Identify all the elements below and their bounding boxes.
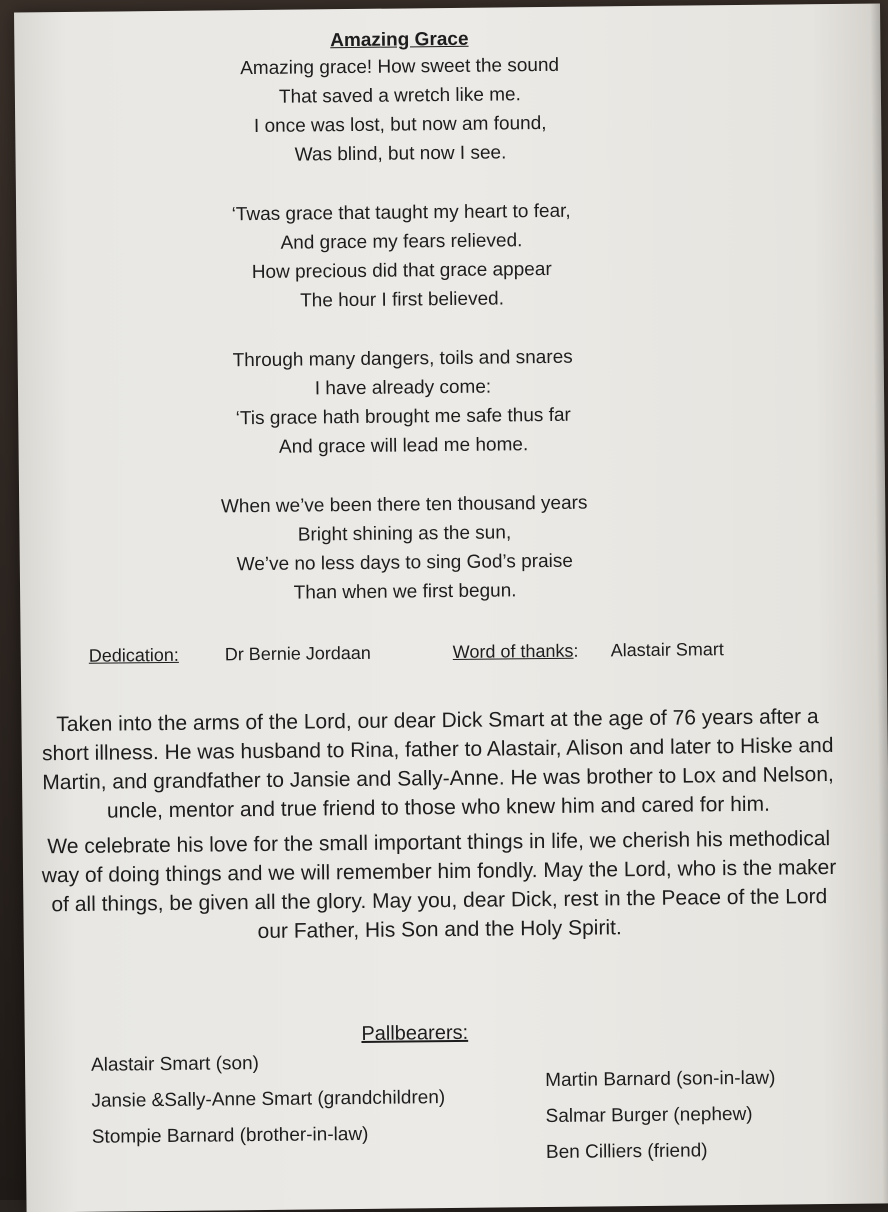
thanks-label: Word of thanks bbox=[452, 640, 574, 662]
thanks-colon: : bbox=[573, 640, 579, 661]
hymn-verse-1 bbox=[14, 48, 785, 172]
hymn-verse-3 bbox=[18, 340, 789, 464]
verse-line: Through many dangers, toils and snares bbox=[232, 346, 573, 372]
pallbearer-name: Martin Barnard (son-in-law) bbox=[545, 1067, 776, 1092]
verse-line: Than when we first begun. bbox=[293, 580, 517, 604]
hymn-verse-4 bbox=[19, 486, 790, 610]
verse-line: ‘Twas grace that taught my heart to fear, bbox=[231, 200, 571, 226]
verse-line: When we’ve been there ten thousand years bbox=[220, 492, 588, 518]
pallbearers-left-list bbox=[91, 1044, 446, 1156]
hymn-verse-2 bbox=[16, 194, 787, 318]
verse-line: That saved a wretch like me. bbox=[278, 84, 521, 108]
verse-line: Was blind, but now I see. bbox=[294, 142, 507, 166]
verse-line: We’ve no less days to sing God’s praise bbox=[236, 550, 574, 576]
pallbearer-name: Alastair Smart (son) bbox=[90, 1053, 260, 1076]
pallbearer-name: Ben Cilliers (friend) bbox=[545, 1140, 708, 1164]
verse-line: The hour I first believed. bbox=[300, 288, 505, 312]
pallbearers-title: Pallbearers: bbox=[361, 1021, 469, 1045]
verse-line: Amazing grace! How sweet the sound bbox=[240, 54, 560, 80]
pallbearer-name: Stompie Barnard (brother-in-law) bbox=[91, 1123, 369, 1148]
funeral-programme-page bbox=[14, 3, 888, 1212]
tribute-paragraph-2: We celebrate his love for the small important things in life, we cherish his methodical way of doing things and we will remember him fondly. May the Lord, who is the maker of all things, be given all the glory. May you, dear Dick, rest in the Peace of the Lord our Father, His Son and the Holy Spirit. bbox=[41, 827, 837, 944]
dedication-name: Dr Bernie Jordaan bbox=[224, 642, 371, 665]
dedication-label: Dedication: bbox=[88, 644, 179, 666]
pallbearer-name: Salmar Burger (nephew) bbox=[545, 1103, 753, 1128]
verse-line: And grace will lead me home. bbox=[278, 434, 529, 458]
tribute-paragraph-1: Taken into the arms of the Lord, our dear Dick Smart at the age of 76 years after a short illness. He was husband to Rina, father to Alastair, Alison and later to Hiske and Martin, and grandfather to Jansie and Sally-Anne. He was brother to Lox and Nelson, uncle, mentor and true friend to those who knew him and cared for him. bbox=[41, 705, 834, 823]
verse-line: ‘Tis grace hath brought me safe thus far bbox=[235, 404, 571, 430]
thanks-name: Alastair Smart bbox=[610, 639, 724, 661]
pallbearer-name: Jansie &Sally-Anne Smart (grandchildren) bbox=[91, 1087, 446, 1112]
verse-line: I once was lost, but now am found, bbox=[253, 112, 547, 138]
tribute-section bbox=[37, 702, 840, 954]
verse-line: Bright shining as the sun, bbox=[297, 522, 512, 546]
thanks-label-wrap bbox=[453, 639, 579, 664]
verse-line: And grace my fears relieved. bbox=[280, 230, 523, 254]
pallbearers-right-list bbox=[545, 1061, 776, 1171]
hymn-section bbox=[14, 24, 790, 640]
verse-line: I have already come: bbox=[314, 376, 492, 400]
hymn-title: Amazing Grace bbox=[330, 28, 469, 52]
verse-line: How precious did that grace appear bbox=[251, 258, 552, 284]
